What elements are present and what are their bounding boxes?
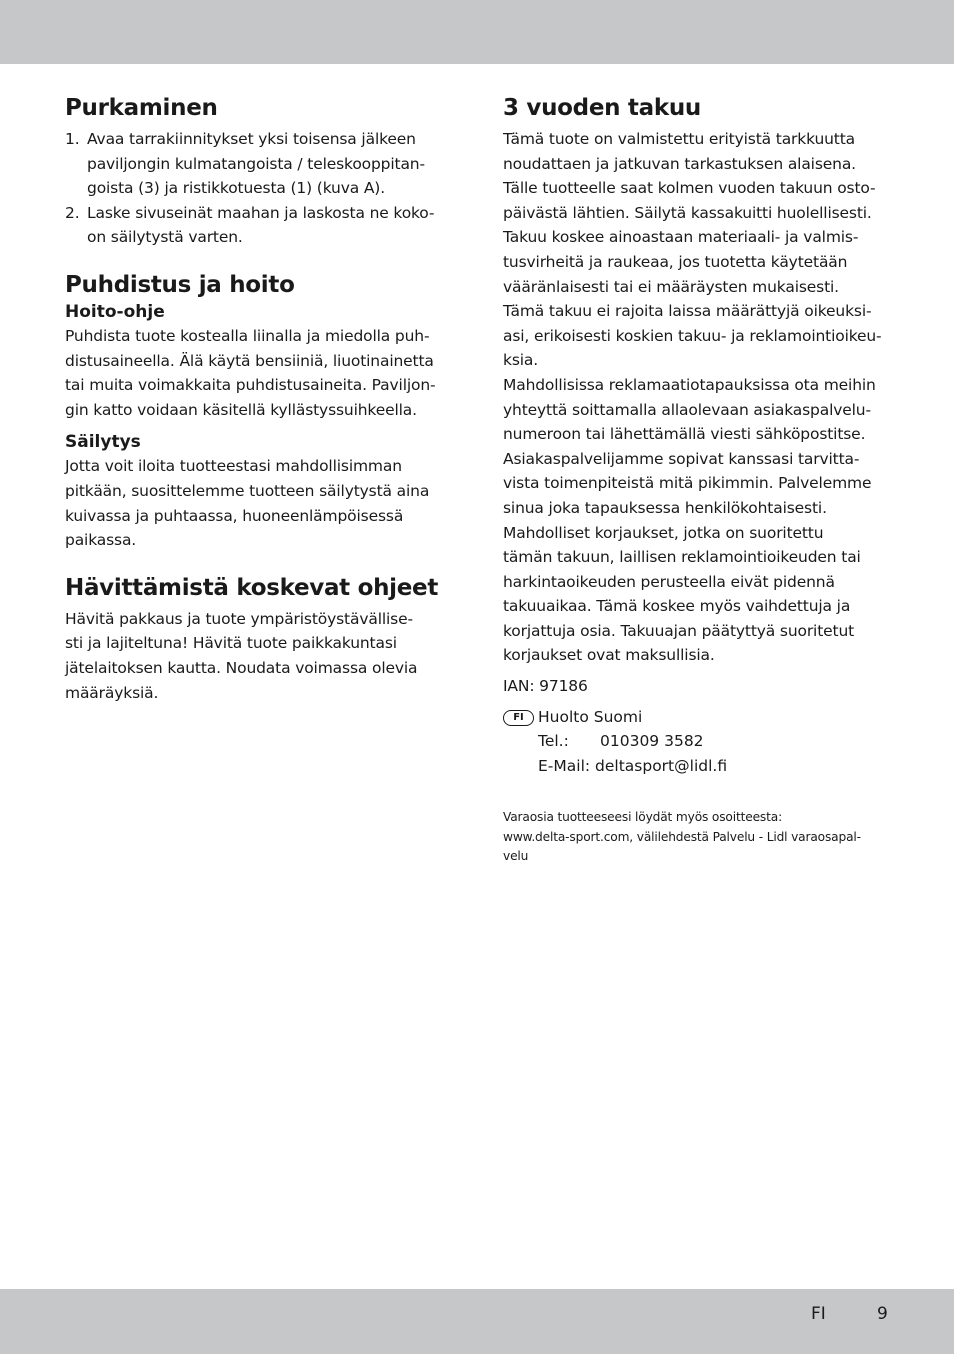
text-line: harkintaoikeuden perusteella eivät pidennä — [503, 572, 835, 591]
text-line: distusaineella. Älä käytä bensiiniä, liuotinainetta — [65, 351, 434, 370]
text-line: yhteyttä soittamalla allaolevaan asiakaspalvelu- — [503, 400, 871, 419]
sailytys-text — [65, 454, 450, 552]
text-line: päivästä lähtien. Säilytä kassakuitti huolellisesti. — [503, 203, 872, 222]
text-line: Puhdista tuote kostealla liinalla ja miedolla puh- — [65, 326, 430, 345]
list-item-line: paviljongin kulmatangoista / teleskooppitan- — [87, 154, 425, 173]
text-line: pitkään, suosittelemme tuotteen säilytystä aina — [65, 481, 430, 500]
text-line: vääränlaisesti tai ei määräysten mukaisesti. — [503, 277, 839, 296]
purkaminen-list — [65, 127, 450, 250]
list-item-line: goista (3) ja ristikkotuesta (1) (kuva A). — [87, 179, 385, 198]
text-line: Mahdolliset korjaukset, jotka on suoritettu — [503, 523, 824, 542]
phone-value: 010309 3582 — [600, 732, 704, 751]
text-line: gin katto voidaan käsitellä kyllästyssuihkeella. — [65, 400, 417, 419]
text-line: Asiakaspalvelijamme sopivat kanssasi tarvitta- — [503, 449, 860, 468]
section-title-purkaminen: Purkaminen — [65, 95, 218, 121]
email-value: deltasport@lidl.fi — [595, 756, 728, 775]
section-title-puhdistus: Puhdistus ja hoito — [65, 271, 295, 298]
text-line: ksia. — [503, 351, 539, 370]
list-item-line: Avaa tarrakiinnitykset yksi toisensa jälkeen — [87, 130, 416, 148]
text-line: vista toimenpiteistä mitä pikimmin. Palvelemme — [503, 474, 872, 493]
text-line: jätelaitoksen kautta. Noudata voimassa olevia — [65, 658, 418, 677]
text-line: Hävitä pakkaus ja tuote ympäristöystävällise- — [65, 609, 413, 628]
hoito-ohje-text — [65, 324, 450, 422]
footer-language: FI — [811, 1304, 826, 1324]
text-line: Tälle tuotteelle saat kolmen vuoden takuun osto- — [503, 179, 876, 198]
section-title-takuu: 3 vuoden takuu — [503, 95, 701, 121]
text-line: kuivassa ja puhtaassa, huoneenlämpöisessä — [65, 506, 404, 525]
text-line: korjattuja osia. Takuuajan päätyttyä suoritetut — [503, 621, 855, 640]
left-column — [65, 93, 450, 705]
subsection-title-hoito-ohje: Hoito-ohje — [65, 301, 165, 322]
text-line: Varaosia tuotteeseesi löydät myös osoitteesta: — [503, 810, 783, 825]
havittaminen-text — [65, 607, 450, 705]
right-column — [503, 93, 895, 867]
list-item — [65, 201, 450, 250]
text-line: noudattaen ja jatkuvan tarkastuksen alaisena. — [503, 154, 856, 173]
text-line: www.delta-sport.com, välilehdestä Palvelu - Lidl varaosapal- — [503, 829, 861, 844]
text-line: asi, erikoisesti koskien takuu- ja reklamointioikeu- — [503, 326, 882, 345]
spare-parts-note — [503, 808, 895, 867]
phone-row — [538, 729, 895, 754]
text-line: sti ja lajiteltuna! Hävitä tuote paikkakuntasi — [65, 634, 397, 653]
text-line: Takuu koskee ainoastaan materiaali- ja valmis- — [503, 228, 859, 247]
list-item — [65, 127, 450, 201]
service-contact — [503, 705, 895, 779]
text-line: takuuaikaa. Tämä koskee myös vaihdettuja ja — [503, 597, 851, 616]
text-line: paikassa. — [65, 531, 137, 550]
email-label: E-Mail: — [538, 756, 591, 775]
country-badge-fi: FI — [503, 710, 534, 726]
header-bar — [0, 0, 954, 64]
takuu-text — [503, 127, 895, 668]
list-item-line: on säilytystä varten. — [87, 228, 243, 247]
text-line: sinua joka tapauksessa henkilökohtaisesti. — [503, 498, 827, 517]
text-line: korjaukset ovat maksullisia. — [503, 646, 715, 665]
subsection-title-sailytys: Säilytys — [65, 432, 141, 453]
text-line: tusvirheitä ja raukeaa, jos tuotetta käytetään — [503, 252, 848, 271]
text-line: Tämä tuote on valmistettu erityistä tarkkuutta — [503, 130, 855, 148]
text-line: Mahdollisissa reklamaatiotapauksissa ota meihin — [503, 375, 876, 394]
email-row — [538, 754, 895, 779]
ian-number: IAN: 97186 — [503, 677, 588, 696]
text-line: Tämä takuu ei rajoita laissa määrättyjä oikeuksi- — [503, 302, 872, 321]
text-line: Jotta voit iloita tuotteestasi mahdollisimman — [65, 457, 402, 476]
list-item-number: 2. — [65, 203, 80, 222]
text-line: velu — [503, 849, 529, 864]
text-line: määräyksiä. — [65, 683, 159, 702]
section-title-havittaminen: Hävittämistä koskevat ohjeet — [65, 574, 439, 601]
phone-label: Tel.: — [538, 732, 569, 751]
text-line: numeroon tai lähettämällä viesti sähköpostitse. — [503, 425, 866, 444]
list-item-number: 1. — [65, 130, 80, 148]
page-number: 9 — [877, 1304, 888, 1324]
text-line: tai muita voimakkaita puhdistusaineita. Paviljon- — [65, 376, 436, 395]
text-line: tämän takuun, laillisen reklamointioikeuden tai — [503, 548, 861, 567]
service-name: Huolto Suomi — [538, 707, 643, 726]
list-item-line: Laske sivuseinät maahan ja laskosta ne koko- — [87, 203, 435, 222]
